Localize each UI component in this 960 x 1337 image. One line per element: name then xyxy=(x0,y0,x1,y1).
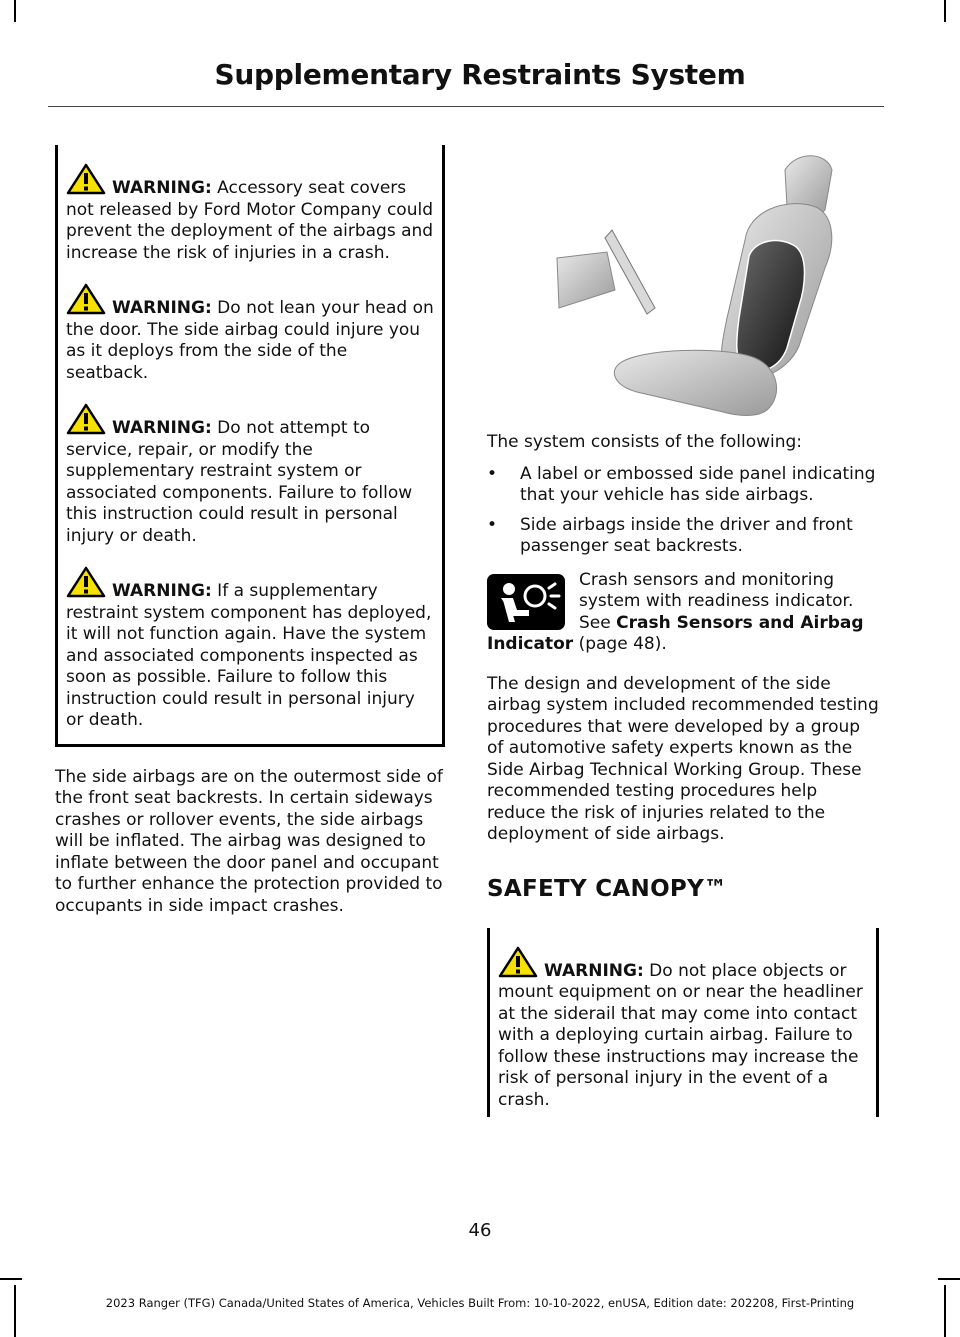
warning-item xyxy=(66,566,434,732)
indicator-text: Crash sensors and monitoring system with readiness indicator. See xyxy=(579,569,854,633)
warning-item xyxy=(66,403,434,547)
side-airbag-paragraph: The side airbags are on the outermost side of the front seat backrests. In certain sideways crashes or rollover events, the side airbags will be inflated. The airbag was designed to inflate between the door panel and occupant to further enhance the protection provided to occupants in side impact crashes. xyxy=(55,766,443,916)
warning-text: Do not lean your head on the door. The side airbag could injure you as it deploys from the side of the seatback. xyxy=(66,298,434,383)
page-footer: 2023 Ranger (TFG) Canada/United States of America, Vehicles Built From: 10-10-2022, enUSA, Edition date: 202208, First-Printing xyxy=(105,1296,855,1310)
list-item xyxy=(487,515,879,558)
system-components-list xyxy=(487,464,879,558)
list-item-text: A label or embossed side panel indicating that your vehicle has side airbags. xyxy=(520,463,876,505)
page-title: Supplementary Restraints System xyxy=(214,58,746,91)
airbag-indicator-icon xyxy=(487,574,565,630)
crash-sensors-link[interactable]: Crash Sensors and Airbag Indicator xyxy=(487,612,864,654)
left-column xyxy=(55,145,445,917)
bullet-mark: • xyxy=(487,514,498,535)
warning-text: Accessory seat covers not released by Ford Motor Company could prevent the deployment of the airbags and increase the risk of injuries in a crash. xyxy=(66,178,434,263)
indicator-paragraph xyxy=(487,570,879,656)
warning-label: WARNING: xyxy=(112,178,212,198)
section-heading: SAFETY CANOPY™ xyxy=(487,875,728,902)
warning-triangle-icon xyxy=(66,283,106,315)
warning-triangle-icon xyxy=(66,163,106,195)
crop-mark xyxy=(14,0,16,22)
warning-box xyxy=(55,145,445,747)
design-paragraph: The design and development of the side airbag system included recommended testing procedures that were developed by a group of automotive safety experts known as the Side Airbag Technical Working Group. These recommended testing procedures help reduce the risk of injuries related to the deployment of side airbags. xyxy=(487,673,879,844)
warning-label: WARNING: xyxy=(112,418,212,438)
crop-mark xyxy=(14,1285,16,1337)
page-number: 46 xyxy=(468,1220,492,1241)
system-intro: The system consists of the following: xyxy=(487,432,803,452)
crop-mark xyxy=(0,1278,22,1280)
warning-item xyxy=(66,163,434,264)
crop-mark xyxy=(944,0,946,22)
list-item-text: Side airbags inside the driver and front passenger seat backrests. xyxy=(520,514,853,556)
bullet-mark: • xyxy=(487,463,498,484)
title-divider xyxy=(48,106,884,107)
crop-mark xyxy=(938,1278,960,1280)
warning-text: Do not attempt to service, repair, or modify the supplementary restraint system or associated components. Failure to follow this instruction could result in personal injury or death. xyxy=(66,418,413,546)
warning-text: If a supplementary restraint system component has deployed, it will not function again. Have the system and associated components inspected as soon as possible. Failure to follow this instruction could result in personal injury or death. xyxy=(66,581,432,730)
list-item xyxy=(487,464,879,507)
warning-label: WARNING: xyxy=(112,298,212,318)
warning-triangle-icon xyxy=(498,946,538,978)
warning-label: WARNING: xyxy=(544,960,644,981)
warning-box xyxy=(487,928,879,1118)
page-reference: (page 48). xyxy=(573,634,667,654)
right-column xyxy=(487,432,879,1117)
warning-item xyxy=(66,283,434,384)
warning-text: Do not place objects or mount equipment on or near the headliner at the siderail that may come into contact with a deploying curtain airbag. Failure to follow these instructions may increase the risk of personal injury in the event of a crash. xyxy=(498,960,863,1110)
crop-mark xyxy=(944,1285,946,1337)
warning-triangle-icon xyxy=(66,566,106,598)
warning-triangle-icon xyxy=(66,403,106,435)
seat-airbag-illustration xyxy=(487,148,877,420)
warning-label: WARNING: xyxy=(112,581,212,601)
warning-item xyxy=(498,946,868,1112)
